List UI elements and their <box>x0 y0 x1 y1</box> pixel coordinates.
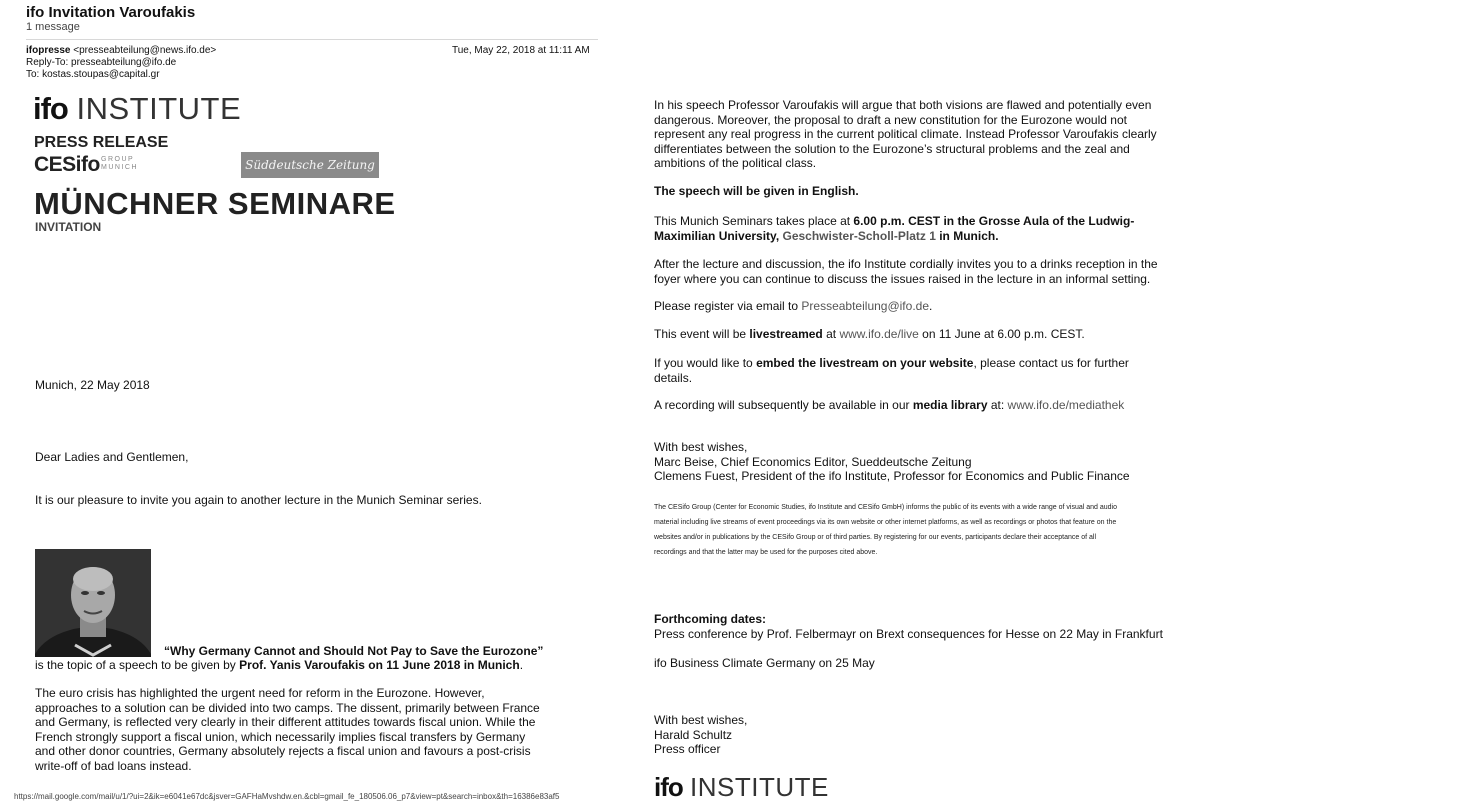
register-email-link[interactable]: Presseabteilung@ifo.de <box>801 299 929 313</box>
ifo-institute-logo <box>33 92 241 126</box>
sueddeutsche-zeitung-logo: Süddeutsche Zeitung <box>241 152 379 178</box>
speech-topic: is the topic of a speech to be given by Prof. Yanis Varoufakis on 11 June 2018 in Munich. <box>35 658 524 672</box>
ifo-logo-word: ifo <box>654 772 683 802</box>
invitation-label: INVITATION <box>35 220 102 234</box>
ifo-institute-footer-logo <box>654 772 829 802</box>
letter-date: Munich, 22 May 2018 <box>35 378 150 392</box>
forthcoming-item: ifo Business Climate Germany on 25 May <box>654 656 875 670</box>
institute-logo-word: INSTITUTE <box>76 91 242 126</box>
recipient: To: kostas.stoupas@capital.gr <box>26 69 160 80</box>
page-url: https://mail.google.com/mail/u/1/?ui=2&ik=e6041e67dc&jsver=GAFHaMvshdw.en.&cbl=gmail_fe_180506.06_p7&view=pt&search=inbox&th=16386e83af5 <box>14 792 560 801</box>
greeting: Dear Ladies and Gentlemen, <box>35 450 189 464</box>
disclaimer: The CESifo Group (Center for Economic Studies, ifo Institute and CESifo GmbH) informs the public of its events with a wide range of visual and audio material including live streams of event proceedings via its own website or other internet platforms, as well as recordings or photos that feature on the websites and/or in publications by the CESifo Group or of third parties. By registering for our events, participants declare their acceptance of all recordings and that the latter may be used for the purposes cited above. <box>654 504 1118 556</box>
language-note: The speech will be given in English. <box>654 184 859 198</box>
venue-paragraph: This Munich Seminars takes place at 6.00 p.m. CEST in the Grosse Aula of the Ludwig- Maximilian University, Geschwister-Scholl-Platz 1 in Munich. <box>654 214 1135 243</box>
recording-paragraph: A recording will subsequently be available in our media library at: www.ifo.de/mediathek <box>654 398 1125 412</box>
livestream-paragraph: This event will be livestreamed at www.ifo.de/live on 11 June at 6.00 p.m. CEST. <box>654 327 1085 341</box>
institute-logo-word: INSTITUTE <box>690 772 829 802</box>
speaker-photo <box>35 549 151 657</box>
email-date: Tue, May 22, 2018 at 11:11 AM <box>452 45 590 56</box>
header-divider <box>26 39 598 40</box>
speaker-and-date: Prof. Yanis Varoufakis on 11 June 2018 in Munich <box>239 658 520 672</box>
email-subject: ifo Invitation Varoufakis <box>26 4 196 21</box>
reception-paragraph: After the lecture and discussion, the ifo Institute cordially invites you to a drinks reception in the foyer where you can continue to discuss the issues raised in the lecture in an informal setting. <box>654 257 1158 286</box>
ifo-logo-word: ifo <box>33 91 68 126</box>
register-paragraph: Please register via email to Presseabteilung@ifo.de. <box>654 299 933 313</box>
forthcoming-heading: Forthcoming dates: <box>654 612 767 626</box>
sender <box>26 45 216 56</box>
sender-name: ifopresse <box>26 45 71 56</box>
venue-address-link[interactable]: Geschwister-Scholl-Platz 1 <box>782 228 936 243</box>
livestream-link[interactable]: www.ifo.de/live <box>839 327 919 341</box>
speech-paragraph: In his speech Professor Varoufakis will argue that both visions are flawed and potentially even dangerous. Moreover, the proposal to draft a new constitution for the Eurozone would not represent any real progress in the current political climate. Instead Professor Varoufakis clearly differentiates between the solution to the Eurozone’s structural problems and the zeal and ambitions of the political class. <box>654 98 1157 170</box>
press-signature: With best wishes, Harald Schultz Press officer <box>654 713 748 756</box>
forthcoming-item: Press conference by Prof. Felbermayr on Brext consequences for Hesse on 22 May in Frankfurt <box>654 627 1163 641</box>
message-count: 1 message <box>26 21 80 33</box>
euro-crisis-paragraph: The euro crisis has highlighted the urgent need for reform in the Eurozone. However, approaches to a solution can be divided into two camps. The dissent, primarily between France and Germany, is reflected very clearly in their different attitudes towards fiscal union. While the French strongly support a fiscal union, which necessarily implies fiscal transfers by Germany and other donor countries, Germany absolutely rejects a fiscal union and favours a post-crisis write-off of bad loans instead. <box>35 686 540 773</box>
reply-to: Reply-To: presseabteilung@ifo.de <box>26 57 177 68</box>
sender-email: <presseabteilung@news.ifo.de> <box>73 45 217 56</box>
speech-title: “Why Germany Cannot and Should Not Pay to Save the Eurozone” <box>164 644 544 658</box>
muenchner-seminare-title: MÜNCHNER SEMINARE <box>34 186 396 221</box>
signature-block: With best wishes, Marc Beise, Chief Economics Editor, Sueddeutsche Zeitung Clemens Fuest, President of the ifo Institute, Professor for Economics and Public Finance <box>654 440 1130 483</box>
cesifo-group-label: GROUP MUNICH <box>101 156 138 171</box>
embed-paragraph: If you would like to embed the livestream on your website, please contact us for further details. <box>654 356 1129 385</box>
media-library-link[interactable]: www.ifo.de/mediathek <box>1007 398 1125 412</box>
invitation-intro: It is our pleasure to invite you again to another lecture in the Munich Seminar series. <box>35 493 482 507</box>
cesifo-logo: CESifo <box>34 153 100 176</box>
press-release-label: PRESS RELEASE <box>34 134 169 151</box>
